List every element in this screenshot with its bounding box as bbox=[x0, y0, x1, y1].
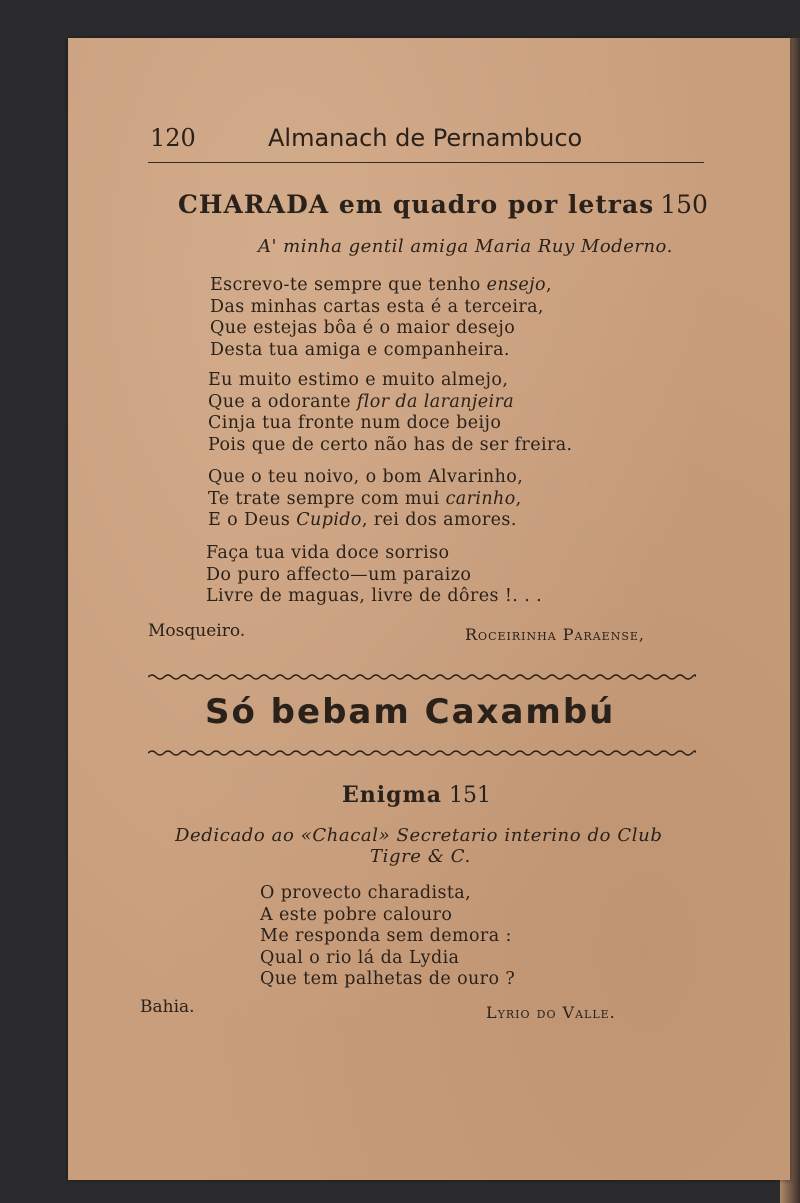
enigma-place: Bahia. bbox=[140, 997, 195, 1017]
verse-line: O provecto charadista, bbox=[260, 883, 472, 903]
page-number: 120 bbox=[150, 124, 196, 152]
enigma-number: 151 bbox=[449, 783, 492, 808]
charada-stanza-1 bbox=[210, 275, 552, 361]
verse-line: Eu muito estimo e muito almejo, bbox=[208, 370, 509, 390]
verse-line: Que o teu noivo, o bom Alvarinho, bbox=[208, 467, 524, 487]
verse-line: Do puro affecto—um paraizo bbox=[206, 564, 472, 585]
verse-line: Cinja tua fronte num doce beijo bbox=[208, 413, 502, 433]
charada-signature: Roceirinha Paraense, bbox=[465, 625, 645, 644]
enigma-dedication-line-2: Tigre & C. bbox=[370, 846, 471, 867]
charada-dedication: A' minha gentil amiga Maria Ruy Moderno. bbox=[258, 236, 673, 257]
verse-line: Livre de maguas, livre de dôres !. . . bbox=[206, 586, 543, 606]
charada-place: Mosqueiro. bbox=[148, 621, 246, 641]
verse-line: Que a odorante flor da laranjeira bbox=[208, 391, 515, 412]
verse-line: E o Deus Cupido, rei dos amores. bbox=[208, 510, 517, 530]
verse-line: Te trate sempre com mui carinho, bbox=[208, 488, 522, 509]
charada-number: 150 bbox=[660, 190, 708, 219]
wavy-rule-bottom bbox=[148, 748, 696, 758]
verse-line: A este pobre calouro bbox=[260, 904, 453, 925]
charada-title bbox=[178, 190, 708, 219]
charada-stanza-4 bbox=[206, 543, 542, 608]
verse-line: Escrevo-te sempre que tenho ensejo, bbox=[210, 275, 552, 295]
charada-stanza-3 bbox=[208, 467, 523, 532]
verse-line: Pois que de certo não has de ser freira. bbox=[208, 434, 573, 455]
wavy-rule-top bbox=[148, 672, 696, 682]
verse-line: Faça tua vida doce sorriso bbox=[206, 543, 450, 563]
enigma-stanza bbox=[260, 883, 515, 991]
enigma-title-text: Enigma bbox=[342, 782, 443, 808]
verse-line: Me responda sem demora : bbox=[260, 926, 512, 946]
charada-title-text: CHARADA em quadro por letras bbox=[178, 190, 655, 219]
charada-stanza-2 bbox=[208, 370, 573, 456]
verse-line: Que estejas bôa é o maior desejo bbox=[210, 318, 516, 338]
header-rule bbox=[148, 162, 704, 163]
enigma-signature: Lyrio do Valle. bbox=[486, 1003, 616, 1022]
verse-line: Que tem palhetas de ouro ? bbox=[260, 969, 516, 989]
verse-line: Das minhas cartas esta é a terceira, bbox=[210, 296, 544, 317]
verse-line: Desta tua amiga e companheira. bbox=[210, 339, 510, 360]
running-title: Almanach de Pernambuco bbox=[268, 124, 583, 152]
verse-line: Qual o rio lá da Lydia bbox=[260, 947, 460, 968]
enigma-title bbox=[342, 782, 491, 808]
advert-text: Só bebam Caxambú bbox=[205, 692, 616, 732]
enigma-dedication-line-1: Dedicado ao «Chacal» Secretario interino do Club bbox=[175, 825, 663, 846]
